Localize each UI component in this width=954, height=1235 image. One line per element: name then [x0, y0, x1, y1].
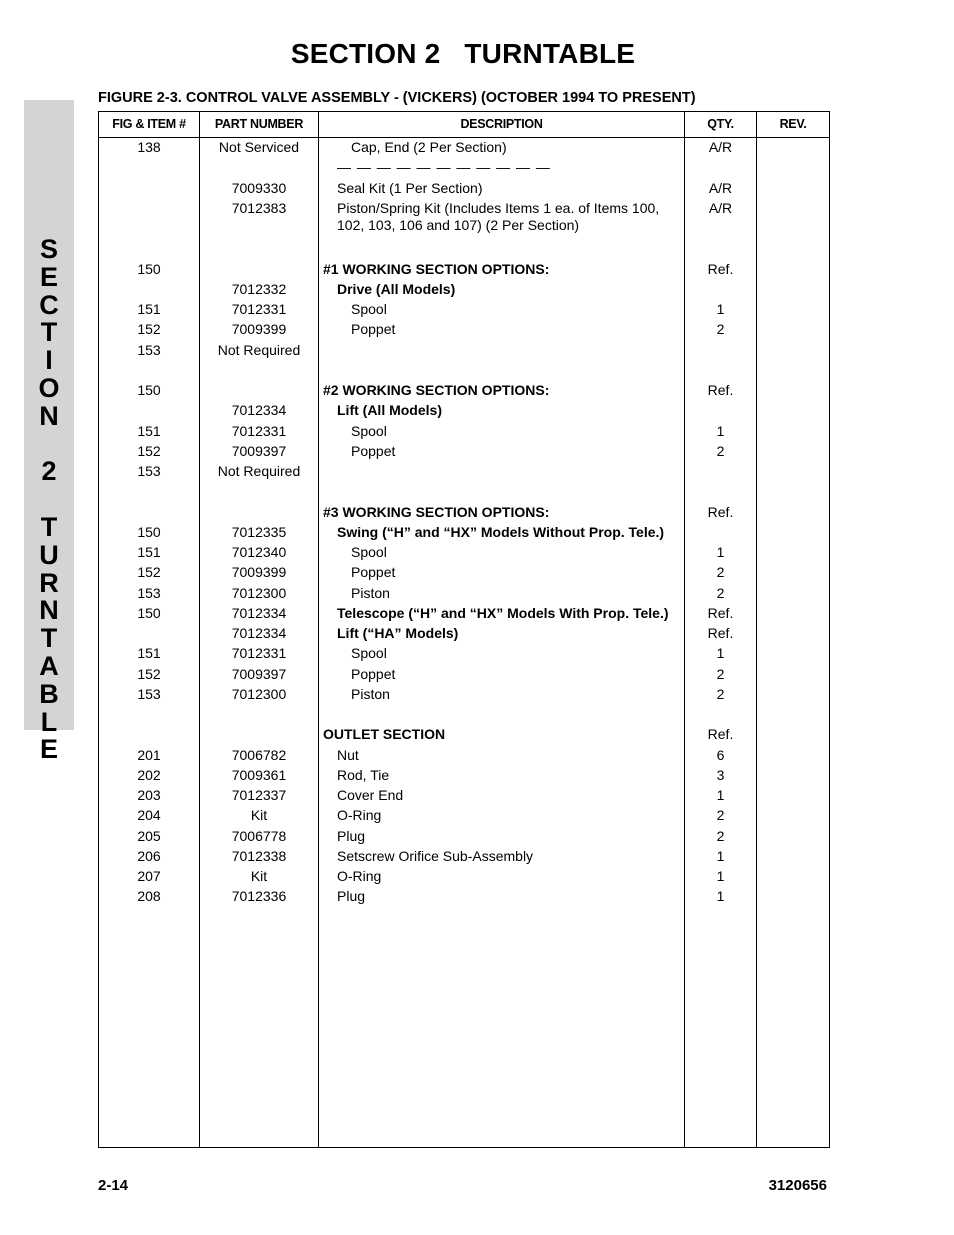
document-number: 3120656: [768, 1177, 827, 1194]
fig-item-cell: 151: [137, 422, 161, 439]
part-number-cell: 7012335: [231, 523, 287, 540]
side-tab-letter: B: [39, 678, 59, 709]
page-number: 2-14: [98, 1177, 129, 1194]
parts-table: [98, 111, 830, 1148]
fig-item-cell: 150: [137, 260, 161, 277]
side-tab-letters: [24, 236, 74, 764]
description-cell: Drive (All Models): [337, 280, 456, 297]
table-row: [99, 888, 829, 908]
header-divider: [99, 137, 829, 138]
part-number-cell: 7012331: [231, 422, 287, 439]
fig-item-cell: 151: [137, 645, 161, 662]
qty-cell: Ref.: [707, 503, 734, 520]
fig-item-cell: 150: [137, 604, 161, 621]
part-number-cell: 7006782: [231, 746, 287, 763]
part-number-cell: 7012300: [231, 584, 287, 601]
description-cell: Lift (“HA” Models): [337, 625, 459, 641]
side-tab-letter: T: [40, 317, 58, 348]
description-cell: Poppet: [351, 442, 396, 459]
side-tab-letter: E: [39, 734, 58, 765]
qty-cell: Ref.: [707, 726, 734, 743]
part-number-cell: 7006778: [231, 827, 287, 844]
description-cell: Poppet: [351, 321, 396, 338]
qty-cell: 1: [716, 888, 725, 905]
table-row: [99, 423, 829, 443]
part-number-cell: 7009330: [231, 179, 287, 196]
description-cell: Piston: [351, 584, 390, 601]
qty-cell: 2: [716, 564, 725, 581]
side-tab-letter: U: [39, 539, 59, 570]
qty-cell: A/R: [708, 199, 733, 216]
description-cell: Cap, End (2 Per Section): [351, 139, 507, 155]
part-number-cell: Not Serviced: [218, 139, 300, 155]
qty-cell: 1: [716, 787, 725, 803]
part-number-cell: 7012340: [231, 544, 287, 560]
table-row: [99, 686, 829, 706]
side-tab-letter: R: [39, 567, 59, 598]
table-row: [99, 747, 829, 767]
side-tab-letter: I: [45, 345, 53, 376]
part-number-cell: Kit: [250, 868, 268, 884]
description-cell: #3 WORKING SECTION OPTIONS:: [323, 503, 550, 520]
side-tab-letter: E: [39, 261, 58, 292]
part-number-cell: 7012331: [231, 301, 287, 317]
table-row: [99, 362, 829, 382]
part-number-cell: 7012331: [231, 645, 287, 662]
table-row: [99, 666, 829, 686]
table-row: [99, 605, 829, 625]
description-cell: #1 WORKING SECTION OPTIONS:: [323, 260, 550, 277]
table-row: [99, 807, 829, 827]
description-cell: Swing (“H” and “HX” Models Without Prop. Tele.): [337, 523, 665, 540]
qty-cell: 1: [716, 847, 725, 864]
side-tab-letter: T: [40, 623, 58, 654]
description-cell: Piston/Spring Kit (Includes Items 1 ea. of Items 100, 102, 103, 106 and 107) (2 Per Section): [337, 199, 660, 233]
description-cell: Spool: [351, 301, 387, 317]
section-side-tab: [24, 100, 74, 765]
description-cell: Lift (All Models): [337, 402, 442, 419]
part-number-cell: 7012334: [231, 604, 287, 621]
table-row: [99, 200, 829, 241]
header-rev: REV.: [779, 117, 807, 131]
table-row: [99, 848, 829, 868]
qty-cell: 2: [716, 807, 725, 824]
description-cell: Seal Kit (1 Per Section): [337, 179, 483, 196]
table-row: [99, 868, 829, 888]
table-row: [99, 402, 829, 422]
part-number-cell: 7009397: [231, 442, 287, 459]
description-cell: Plug: [337, 888, 366, 905]
fig-item-cell: 153: [137, 685, 161, 702]
qty-cell: A/R: [708, 179, 733, 196]
table-row: [99, 281, 829, 301]
qty-cell: Ref.: [707, 382, 734, 398]
table-row: [99, 706, 829, 726]
fig-item-cell: 150: [137, 523, 161, 540]
table-row: [99, 585, 829, 605]
qty-cell: 6: [716, 746, 725, 763]
qty-cell: Ref.: [707, 604, 734, 621]
part-number-cell: 7012334: [231, 625, 287, 641]
part-number-cell: Not Required: [217, 463, 301, 479]
table-row: [99, 524, 829, 544]
fig-item-cell: 150: [137, 382, 161, 398]
qty-cell: 2: [716, 685, 725, 702]
description-cell: O-Ring: [337, 807, 382, 824]
fig-item-cell: 206: [137, 847, 161, 864]
description-cell: #2 WORKING SECTION OPTIONS:: [323, 382, 550, 398]
qty-cell: 2: [716, 584, 725, 601]
description-cell: — — — — — — — — — — —: [337, 159, 551, 176]
description-cell: Spool: [351, 544, 387, 560]
table-row: [99, 645, 829, 665]
part-number-cell: 7012332: [231, 280, 287, 297]
part-number-cell: 7012338: [231, 847, 287, 864]
side-tab-letter: N: [39, 595, 59, 626]
part-number-cell: 7009397: [231, 665, 287, 682]
part-number-cell: 7012383: [231, 199, 287, 216]
table-row: [99, 342, 829, 362]
part-number-cell: 7009361: [231, 766, 287, 783]
part-number-cell: 7012334: [231, 402, 287, 419]
side-tab-letter: S: [39, 234, 58, 264]
header-qty: QTY.: [707, 117, 734, 131]
qty-cell: 1: [716, 422, 725, 439]
table-row: [99, 443, 829, 463]
table-row: [99, 504, 829, 524]
fig-item-cell: 138: [137, 139, 161, 155]
description-cell: Nut: [337, 746, 359, 763]
table-row: [99, 787, 829, 807]
table-row: [99, 828, 829, 848]
part-number-cell: Not Required: [217, 341, 301, 358]
part-number-cell: 7012300: [231, 685, 287, 702]
description-cell: Poppet: [351, 665, 396, 682]
table-row: [99, 564, 829, 584]
fig-item-cell: 152: [137, 321, 161, 338]
table-row: [99, 240, 829, 260]
side-tab-letter: L: [40, 706, 58, 737]
side-tab-letter: N: [39, 400, 59, 431]
side-tab-letter: C: [39, 289, 59, 320]
fig-item-cell: 203: [137, 787, 161, 803]
description-cell: Telescope (“H” and “HX” Models With Prop. Tele.): [337, 604, 669, 621]
qty-cell: 1: [716, 544, 725, 560]
side-tab-letter: T: [40, 511, 58, 542]
figure-caption: FIGURE 2-3. CONTROL VALVE ASSEMBLY - (VICKERS) (OCTOBER 1994 TO PRESENT): [98, 90, 696, 106]
page-title: SECTION 2 TURNTABLE: [290, 38, 636, 69]
fig-item-cell: 204: [137, 807, 161, 824]
fig-item-cell: 153: [137, 584, 161, 601]
description-cell: Spool: [351, 422, 387, 439]
header-fig-item: FIG & ITEM #: [112, 117, 186, 131]
description-cell: Piston: [351, 685, 390, 702]
part-number-cell: 7009399: [231, 564, 287, 581]
side-tab-letter: O: [38, 372, 60, 403]
header-part-number: PART NUMBER: [214, 117, 304, 131]
table-row: [99, 301, 829, 321]
table-row: [99, 180, 829, 200]
qty-cell: 2: [716, 442, 725, 459]
fig-item-cell: 152: [137, 665, 161, 682]
table-row: [99, 544, 829, 564]
description-cell: Poppet: [351, 564, 396, 581]
side-tab-letter: 2: [41, 456, 57, 487]
qty-cell: 3: [716, 766, 725, 783]
qty-cell: 2: [716, 665, 725, 682]
table-row: [99, 767, 829, 787]
description-cell: Plug: [337, 827, 366, 844]
fig-item-cell: 205: [137, 827, 161, 844]
description-cell: O-Ring: [337, 868, 382, 884]
qty-cell: Ref.: [707, 260, 734, 277]
part-number-cell: 7012336: [231, 888, 287, 905]
fig-item-cell: 152: [137, 564, 161, 581]
header-description: DESCRIPTION: [460, 117, 543, 131]
table-row: [99, 321, 829, 341]
description-cell: Rod, Tie: [337, 766, 390, 783]
table-row: [99, 625, 829, 645]
table-row: [99, 382, 829, 402]
qty-cell: 1: [716, 868, 725, 884]
description-cell: Spool: [351, 645, 387, 662]
fig-item-cell: 151: [137, 301, 161, 317]
part-number-cell: 7009399: [231, 321, 287, 338]
fig-item-cell: 153: [137, 341, 161, 358]
qty-cell: Ref.: [707, 625, 734, 641]
side-tab-letter: A: [39, 650, 59, 681]
table-row: [99, 726, 829, 746]
description-cell: Cover End: [337, 787, 404, 803]
fig-item-cell: 201: [137, 746, 161, 763]
description-cell: OUTLET SECTION: [323, 726, 446, 743]
part-number-cell: 7012337: [231, 787, 287, 803]
fig-item-cell: 151: [137, 544, 161, 560]
table-body: [99, 139, 829, 909]
qty-cell: 2: [716, 827, 725, 844]
qty-cell: A/R: [708, 139, 733, 155]
qty-cell: 1: [716, 645, 725, 662]
table-row: [99, 483, 829, 503]
table-row: [99, 159, 829, 179]
fig-item-cell: 152: [137, 442, 161, 459]
description-cell: Setscrew Orifice Sub-Assembly: [337, 847, 534, 864]
table-row: [99, 261, 829, 281]
fig-item-cell: 202: [137, 766, 161, 783]
table-row: [99, 463, 829, 483]
fig-item-cell: 207: [137, 868, 161, 884]
table-row: [99, 139, 829, 159]
fig-item-cell: 208: [137, 888, 161, 905]
fig-item-cell: 153: [137, 463, 161, 479]
qty-cell: 2: [716, 321, 725, 338]
qty-cell: 1: [716, 301, 725, 317]
part-number-cell: Kit: [250, 807, 268, 824]
